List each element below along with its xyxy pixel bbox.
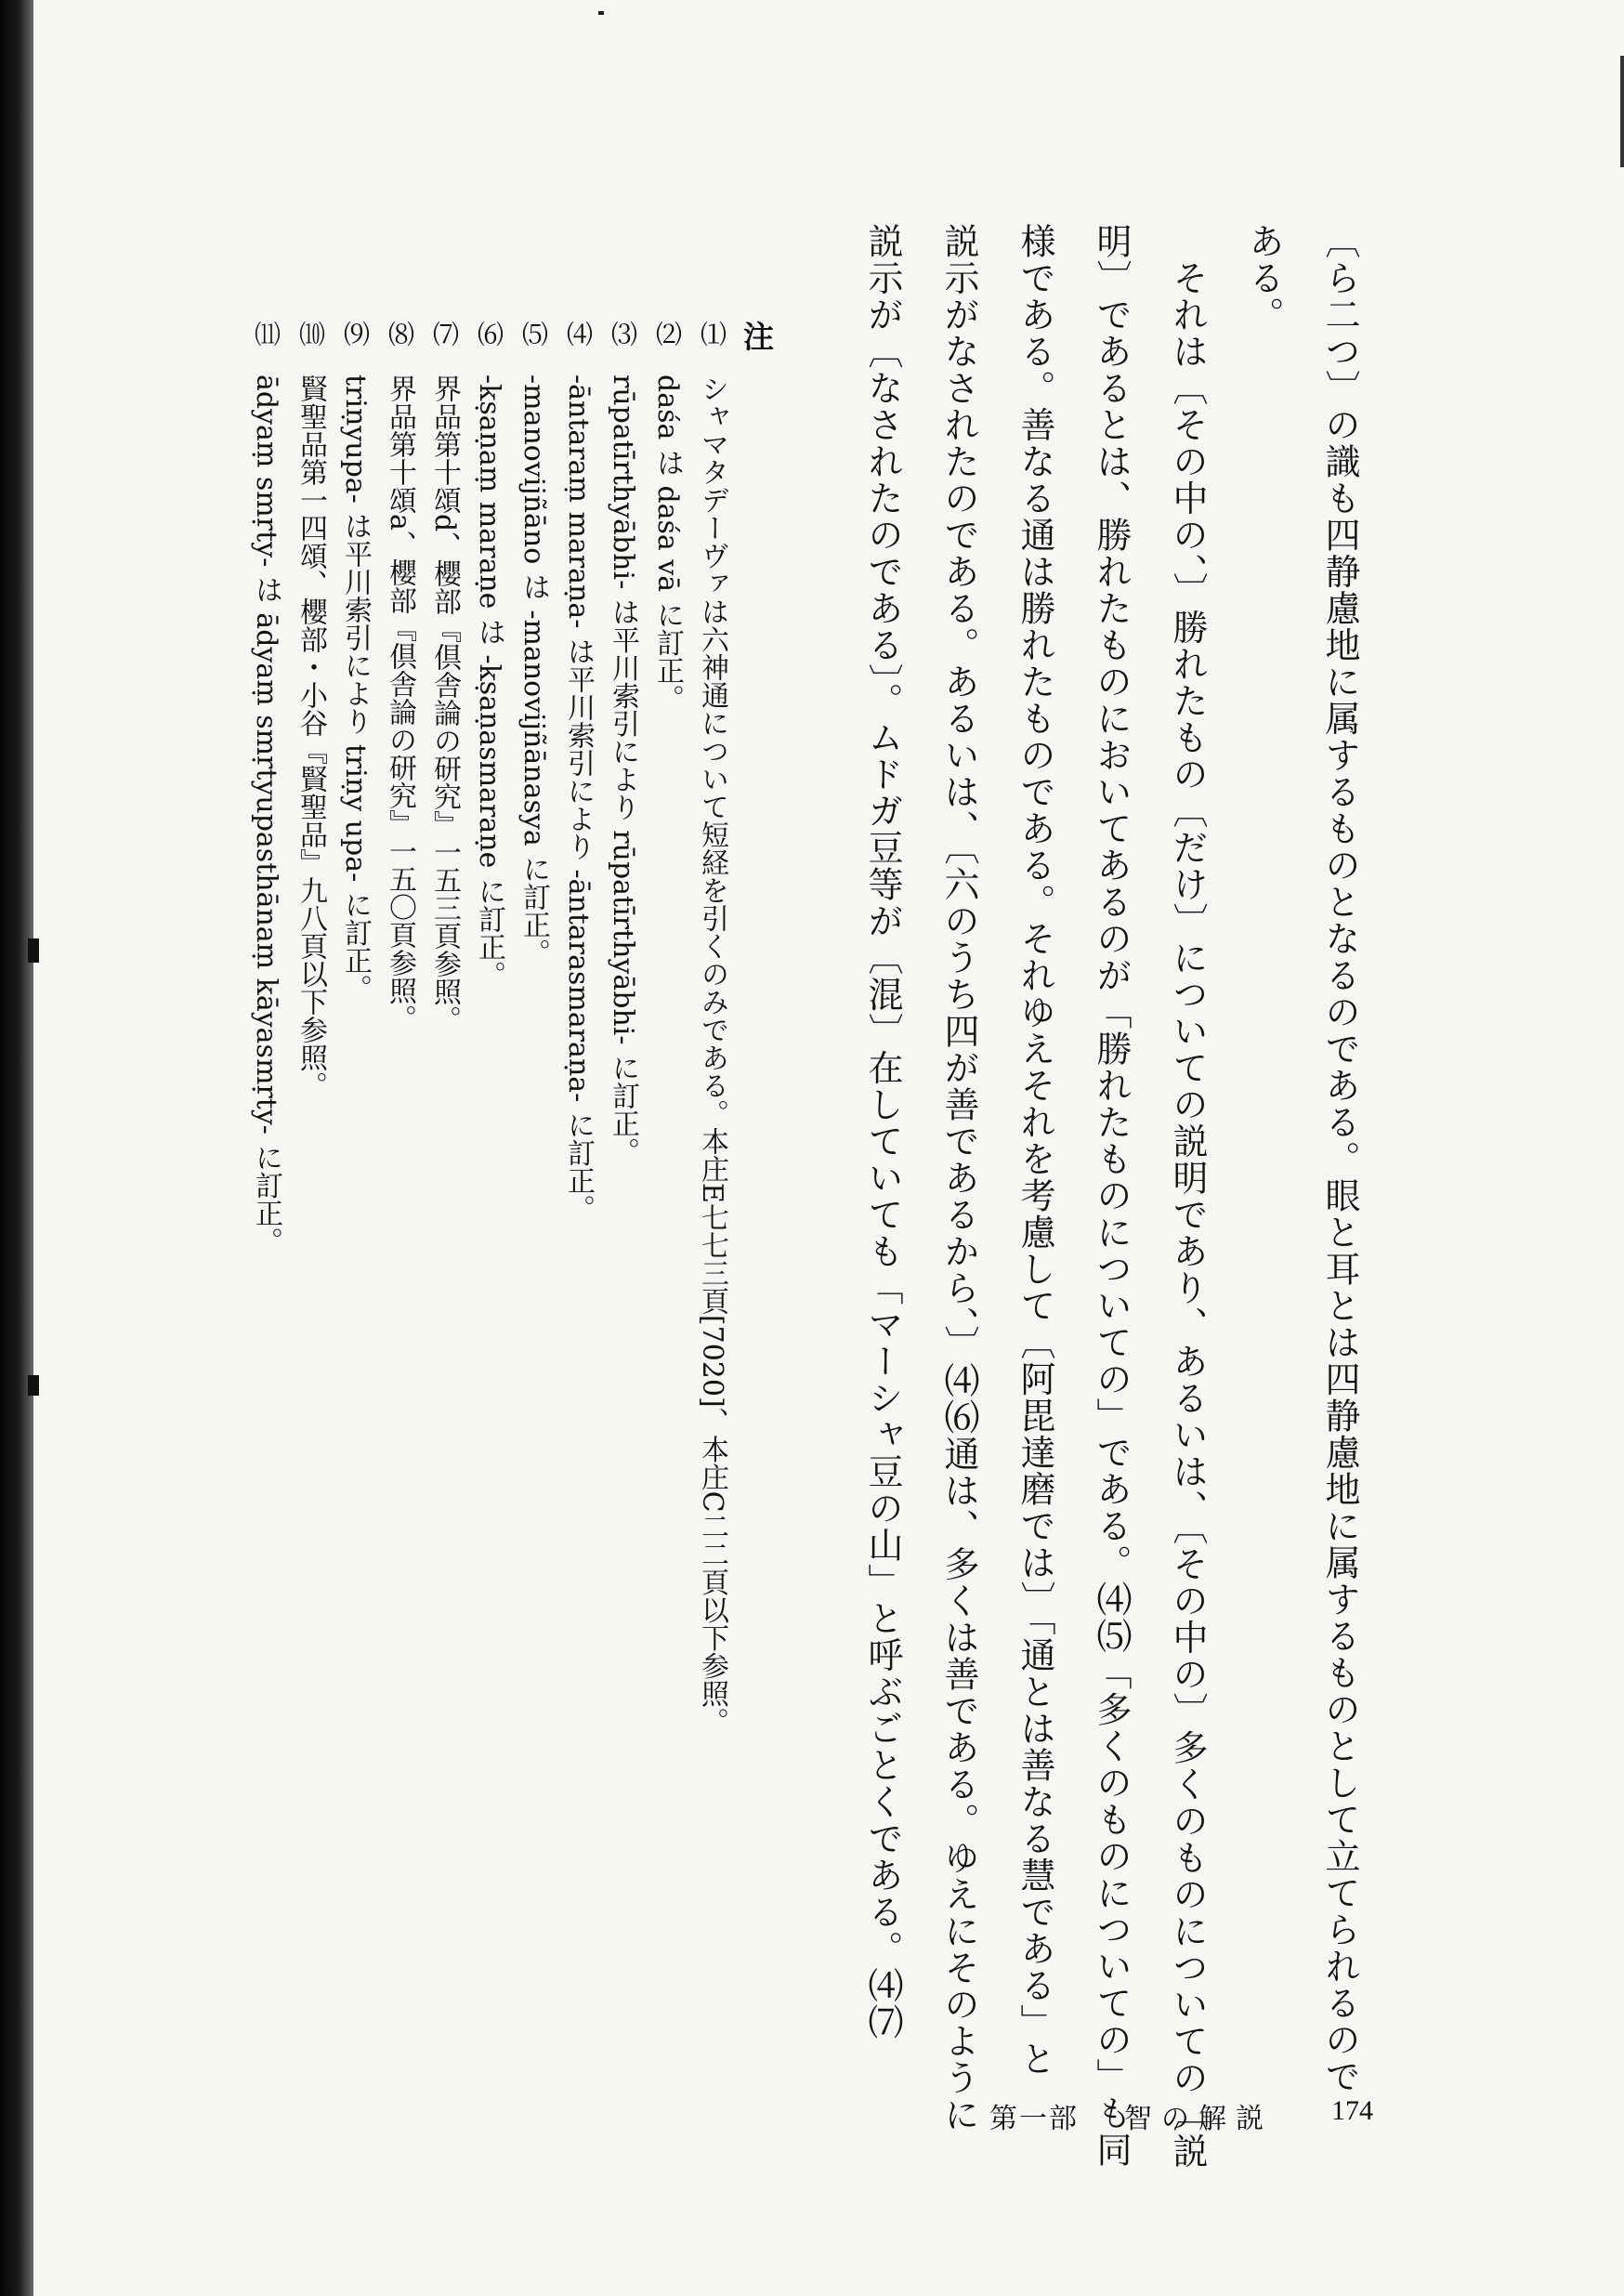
note-number: ⑵ — [652, 321, 683, 347]
note-number: ⑻ — [385, 321, 415, 347]
note-text: rūpatīrthyābhi- は平川索引により rūpatīrthyābhi- に訂正。 — [607, 374, 639, 1166]
text-line: それは〔その中の、〕勝れたもの〔だけ〕についての説明であり、あるいは、〔その中の〕多くのものについての〔説 — [1167, 223, 1208, 2170]
note-item — [466, 321, 511, 1900]
edge-rule — [1620, 56, 1624, 167]
footer-part: 第一部 — [989, 2103, 1079, 2135]
spine-mark — [28, 1375, 39, 1396]
text-line: 明〕であるとは、勝れたものにおいてあるのが「勝れたものについての」である。⑷⑸「多くのものについての」も同 — [1091, 223, 1132, 2169]
note-text: 界品第十頌d、櫻部『倶舎論の研究』一五三頁参照。 — [428, 374, 461, 1034]
note-number: ⑾ — [251, 321, 282, 347]
note-item — [377, 321, 422, 1900]
spine-mark — [28, 938, 39, 963]
note-number: ⑶ — [608, 321, 638, 347]
note-number: ⑼ — [340, 321, 371, 347]
note-number: ⑷ — [563, 321, 594, 347]
note-item — [689, 321, 734, 1900]
note-text: triṇyupa- は平川索引により triṇy upa- に訂正。 — [339, 374, 372, 1003]
notes-title: 注 — [739, 321, 775, 351]
note-item — [511, 321, 556, 1900]
note-text: ādyaṃ smṛty- は ādyaṃ smṛtyupasthānaṃ kāyasmṛty- に訂正。 — [250, 374, 282, 1255]
note-number: ⑹ — [474, 321, 504, 347]
note-text: -āntaraṃ maraṇa- は平川索引により -āntarasmaraṇa- に訂正。 — [562, 374, 595, 1223]
note-text: 界品第十頌a、櫻部『倶舎論の研究』一五〇頁参照。 — [384, 374, 416, 1032]
book-spine-shadow — [0, 0, 33, 2296]
note-item — [333, 321, 377, 1900]
note-number: ⑺ — [429, 321, 460, 347]
speck — [598, 11, 604, 15]
note-item — [288, 321, 333, 1900]
note-item — [422, 321, 466, 1900]
note-number: ⑴ — [697, 321, 727, 347]
footer-chapter-title: 智の解説 — [1124, 2103, 1273, 2135]
text-line: 説示が〔なされたのである〕。ムドガ豆等が〔混〕在していても「マーシャ豆の山」と呼ぶごとくである。⑷⑺ — [862, 223, 903, 2040]
note-text: daśa は daśa vā に訂正。 — [651, 374, 684, 713]
page-number: 174 — [1331, 2095, 1373, 2126]
note-item — [556, 321, 600, 1900]
note-text: シャマタデーヴァは六神通について短経を引くのみである。本庄E七七三頁[7020]、本庄C二二頁以下参照。 — [696, 374, 728, 1736]
notes-section — [243, 321, 779, 1900]
text-line: 説示がなされたのである。あるいは、〔六のうち四が善であるから、〕⑷⑹通は、多くは善である。ゆえにそのように — [938, 223, 979, 2133]
note-text: -manovijñāno は -manovijñānasya に訂正。 — [517, 374, 550, 967]
note-number: ⑸ — [518, 321, 549, 347]
text-line: 〔ら二つ〕の識も四静慮地に属するものとなるのである。眼と耳とは四静慮地に属するものとして立てられるので — [1319, 223, 1360, 2095]
note-item — [600, 321, 645, 1900]
note-item — [243, 321, 288, 1900]
text-line: 様である。善なる通は勝れたものである。それゆえそれを考慮して〔阿毘達磨では〕「通とは善なる慧である」と — [1015, 223, 1055, 2078]
text-line: ある。 — [1243, 223, 1284, 334]
running-footer — [989, 2095, 1398, 2134]
note-text: 賢聖品第一四頌、櫻部・小谷『賢聖品』九八頁以下参照。 — [295, 374, 327, 1099]
note-number: ⑽ — [295, 321, 326, 347]
note-text: -kṣaṇaṃ maraṇe は -kṣaṇasmaraṇe に訂正。 — [473, 374, 505, 989]
note-item — [645, 321, 689, 1900]
